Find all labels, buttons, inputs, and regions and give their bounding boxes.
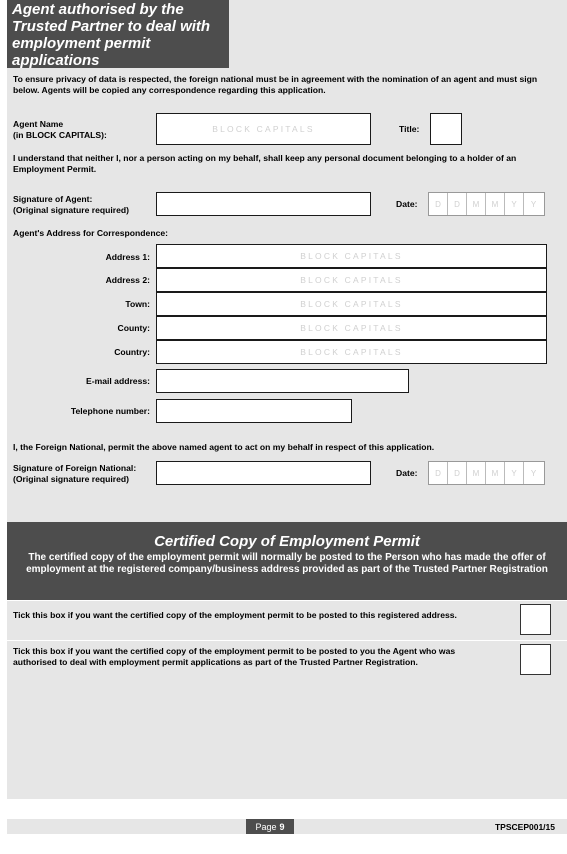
signature-agent-label xyxy=(13,194,129,215)
page-indicator xyxy=(246,819,294,834)
signature-fn-label xyxy=(13,463,136,484)
address-1-input[interactable] xyxy=(156,244,547,268)
agent-address-checkbox[interactable] xyxy=(520,644,551,675)
understand-note: I understand that neither I, nor a person acting on my behalf, shall keep any personal document belonging to a holder of an Employment Permit. xyxy=(13,153,517,174)
address-2-placeholder: BLOCK CAPITALS xyxy=(300,275,403,285)
section-title xyxy=(12,1,227,69)
form-code: TPSCEP001/15 xyxy=(494,822,555,832)
address-heading: Agent's Address for Correspondence: xyxy=(13,228,169,238)
date-year-cell[interactable]: Y xyxy=(505,193,524,215)
section-title-line: employment permit xyxy=(12,35,151,52)
date-label-fn: Date: xyxy=(396,468,418,478)
date-label-agent: Date: xyxy=(396,199,418,209)
address-2-input[interactable] xyxy=(156,268,547,292)
section-title-line: applications xyxy=(12,52,100,69)
permit-note: I, the Foreign National, permit the above named agent to act on my behalf in respect of this application. xyxy=(13,442,435,452)
date-day-cell[interactable]: D xyxy=(429,193,448,215)
date-day-cell[interactable]: D xyxy=(448,462,467,484)
divider xyxy=(7,600,567,601)
date-month-cell[interactable]: M xyxy=(467,462,486,484)
country-placeholder: BLOCK CAPITALS xyxy=(300,347,403,357)
agent-name-label-line2: (in BLOCK CAPITALS): xyxy=(13,129,107,140)
telephone-label: Telephone number: xyxy=(70,406,150,416)
agent-name-label-line1: Agent Name xyxy=(13,119,64,129)
signature-agent-label-line2: (Original signature required) xyxy=(13,204,130,215)
town-placeholder: BLOCK CAPITALS xyxy=(300,299,403,309)
address-2-label: Address 2: xyxy=(105,275,150,285)
country-input[interactable] xyxy=(156,340,547,364)
date-day-cell[interactable]: D xyxy=(448,193,467,215)
agent-name-placeholder: BLOCK CAPITALS xyxy=(212,124,315,134)
date-month-cell[interactable]: M xyxy=(486,462,505,484)
certified-copy-description: The certified copy of the employment permit will normally be posted to the Person who has made the offer of employment at the registered company/business address provided as part of the Trusted Partner Registration xyxy=(26,552,548,575)
title-input[interactable] xyxy=(430,113,462,145)
certified-copy-title: Certified Copy of Employment Permit xyxy=(154,533,420,550)
option-registered-address-text: Tick this box if you want the certified copy of the employment permit to be posted to this registered address. xyxy=(13,610,457,620)
page-number: 9 xyxy=(279,821,285,832)
address-1-placeholder: BLOCK CAPITALS xyxy=(300,251,403,261)
date-agent-input[interactable] xyxy=(428,192,545,216)
agent-name-input[interactable] xyxy=(156,113,371,145)
page-label: Page xyxy=(255,821,277,832)
county-label: County: xyxy=(117,323,150,333)
option-agent-text: Tick this box if you want the certified copy of the employment permit to be posted to you the Agent who was authorised to deal with employment permit applications as part of the Trusted Partner Registration. xyxy=(13,646,456,667)
telephone-input[interactable] xyxy=(156,399,352,423)
email-input[interactable] xyxy=(156,369,409,393)
date-month-cell[interactable]: M xyxy=(467,193,486,215)
signature-fn-label-line2: (Original signature required) xyxy=(13,473,130,484)
signature-agent-label-line1: Signature of Agent: xyxy=(13,194,93,204)
date-month-cell[interactable]: M xyxy=(486,193,505,215)
registered-address-checkbox[interactable] xyxy=(520,604,551,635)
section-title-line: Trusted Partner to deal with xyxy=(12,18,211,35)
title-label: Title: xyxy=(399,124,420,134)
date-day-cell[interactable]: D xyxy=(429,462,448,484)
county-placeholder: BLOCK CAPITALS xyxy=(300,323,403,333)
agent-name-label xyxy=(13,119,107,140)
date-fn-input[interactable] xyxy=(428,461,545,485)
section-title-line: Agent authorised by the xyxy=(12,1,184,18)
date-year-cell[interactable]: Y xyxy=(530,199,537,209)
date-year-cell[interactable]: Y xyxy=(505,462,524,484)
date-year-cell[interactable]: Y xyxy=(530,468,537,478)
signature-agent-field[interactable] xyxy=(156,192,371,216)
privacy-note: To ensure privacy of data is respected, the foreign national must be in agreement with the nomination of an agent and must sign below. Agents will be copied any correspondence regarding this application. xyxy=(13,74,538,95)
signature-fn-field[interactable] xyxy=(156,461,371,485)
signature-fn-label-line1: Signature of Foreign National: xyxy=(13,463,137,473)
town-input[interactable] xyxy=(156,292,547,316)
county-input[interactable] xyxy=(156,316,547,340)
town-label: Town: xyxy=(125,299,150,309)
email-label: E-mail address: xyxy=(86,376,150,386)
country-label: Country: xyxy=(114,347,150,357)
address-1-label: Address 1: xyxy=(105,252,150,262)
divider xyxy=(7,640,567,641)
